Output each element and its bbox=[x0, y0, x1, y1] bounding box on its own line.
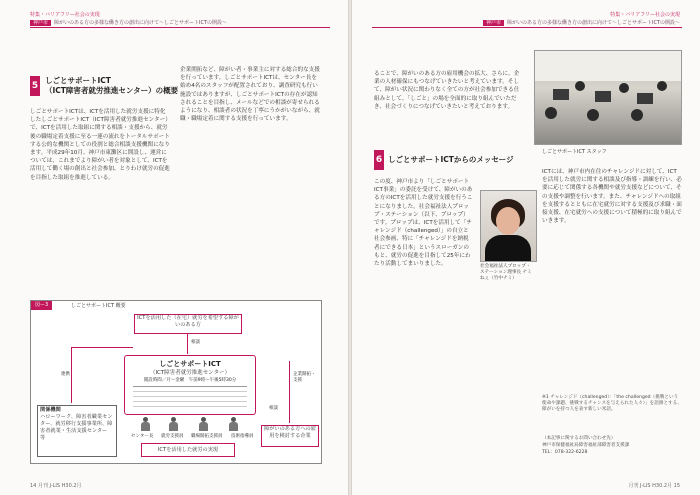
staff-person-icon bbox=[199, 417, 208, 431]
section-5-column-2: 企業開拓など、障がい者・事業主に対する総合的な支援を行っています。しごとサポートICTは、センター長を始め4名のスタッフが配置されており、調査研究も行い施設ではありますが、しごとサポートICTの存在が認知されることを目指し、メールなどでの相談が寄せられるようになり、相談者の状況を丁寧にうかがいながら、就職・職場定着に関する支援を行っています。 bbox=[180, 67, 320, 123]
figure-related-agencies-title: 関係機関 bbox=[40, 407, 61, 413]
figure-center-title: しごとサポートICT bbox=[159, 360, 221, 368]
figure-related-agencies-box bbox=[37, 405, 117, 457]
left-header-title-text: 障がいのある方の多様な働き方の創出に向けて〜しごとサポートICTの開設〜 bbox=[54, 20, 228, 26]
figure-overview bbox=[30, 300, 322, 464]
figure-center-line-3 bbox=[133, 401, 247, 402]
section-6-number: 6 bbox=[374, 150, 384, 170]
left-header-title bbox=[30, 19, 227, 26]
staff-label-1: センター長 bbox=[131, 434, 154, 439]
right-top-paragraph: ることで、障がいのある方の雇用機会の拡大、さらに、企業の人材確保にもつなげていきたいと考えています。そして、障がい状況に関わりなく全ての方が社会参加できる仕組みとして、「しごと」の場を全面的に取り組んでいただき、社会づくりにつなげていきたいと考えております。 bbox=[374, 71, 520, 110]
portrait-caption: 社会福祉法人プロップ・ステーション理事長 ナミねぇ（竹中ナミ） bbox=[480, 264, 532, 281]
right-column-paragraph: ICTには、神戸市内在住のチャレンジドに対して、ICTを活用した就労に関する相談及び指導・訓練を行い、必要に応じて関係する各機関や就労支援などについて、その支援や調整を行います。また、チャレンジドへの取組を支援するとともに在宅就労に対する支援及び求職・面接支援、在宅就労への支援について積極的に取り組んでいきます。 bbox=[542, 169, 682, 225]
left-header-tag: 神戸市 bbox=[30, 20, 51, 26]
figure-center-line-4 bbox=[133, 406, 247, 407]
figure-center-line-1 bbox=[133, 391, 247, 392]
staff-label-3: 職場開拓支援員 bbox=[191, 434, 223, 439]
section-5-column-1: しごとサポートICTは、ICTを活用した就労支援に特化したしごとサポートICT（ICT障害者就労推進センター）で、ICTを活用した取組に関する相談・支援から、就労後の職場定着支援に至る一連の流れをトータルサポートする公的な機関としての役割と総合相談支援機関になります。平成29年10月、神戸市東灘区に開設し、運営については、これまでより障がい者を対象として、ICTを活用して働く場の創出と社会参加、とりわけ就労の促進を目指した取組を推進している。 bbox=[30, 109, 170, 181]
figure-arrow-left-h bbox=[71, 347, 133, 348]
contact-organization: 神戸市保健福祉局障害福祉部障害者支援課 bbox=[542, 443, 630, 448]
right-header-rule bbox=[372, 27, 682, 28]
staff-photo-caption: しごとサポートICT スタッフ bbox=[542, 149, 607, 155]
figure-arrow-left-label: 連携 bbox=[61, 372, 70, 377]
staff-label-2: 就労支援員 bbox=[161, 434, 184, 439]
right-page bbox=[352, 0, 700, 495]
figure-caption: しごとサポートICT 概要 bbox=[71, 303, 126, 309]
section-5-title-line1: しごとサポートICT bbox=[45, 76, 111, 85]
contact-phone: TEL：078-322-6228 bbox=[542, 450, 588, 455]
right-header-tag: 神戸市 bbox=[483, 20, 504, 26]
left-page-footer: 14 月刊 J-LIS H30.2月 bbox=[30, 483, 82, 489]
right-page-footer: 月刊 J-LIS H30.2月 15 bbox=[628, 483, 680, 489]
portrait-photo bbox=[480, 190, 537, 262]
figure-related-agencies-text: ハローワーク、障害者職業センター、就労移行支援事業所、障害者就業・生活支援センター 等 bbox=[40, 414, 113, 441]
staff-person-icon bbox=[169, 417, 178, 431]
figure-arrow-down bbox=[187, 333, 188, 354]
left-header-series: 特集・バリアフリー社会の実現 bbox=[30, 12, 100, 18]
contact-title: （本記事に関するお問い合わせ先） bbox=[542, 436, 616, 441]
figure-arrow-left bbox=[71, 347, 72, 403]
footnote-challenged: ※1 チャレンジド（challenged）：「the challenged（挑戦という使命や課題、挑戦するチャンスを与えられた人々）」を語源とする、障がいを持つ人を表す新しい米語。 bbox=[542, 395, 682, 412]
figure-center-divider bbox=[133, 386, 247, 387]
section-5-title-line2: （ICT障害者就労推進センター）の概要 bbox=[45, 86, 179, 95]
figure-center-box bbox=[124, 355, 256, 415]
figure-company-box: 障がいのある方への雇用を検討する企業 bbox=[261, 425, 319, 447]
figure-consult-label: 相談 bbox=[191, 340, 200, 345]
staff-photo bbox=[534, 50, 682, 145]
staff-person-icon bbox=[229, 417, 238, 431]
section-5-number: 5 bbox=[30, 76, 40, 96]
section-6-message: この度、神戸市より「しごとサポートICT事業」の委託を受けて、障がいのある方のICTを活用した就労支援を行うことになりました。社会福祉法人プロップ・ステーション（以下、プロップ）です。プロップは、ICTを活用して「チャレンジド（challenged）」の自立と社会参画、特に「チャレンジドを納税者にできる日本」というスローガンのもと、就労の促進を目指して25年にわたり活動してまいりました。 bbox=[374, 179, 473, 268]
section-6-title: しごとサポートICTからのメッセージ bbox=[388, 155, 514, 164]
figure-label: 図ー3 bbox=[31, 301, 52, 310]
figure-center-line-2 bbox=[133, 396, 247, 397]
staff-label-4: 技術指導員 bbox=[231, 434, 254, 439]
figure-arrow-right-label-1: 企業開拓・支援 bbox=[293, 372, 316, 383]
figure-arrow-right-label-2: 相談 bbox=[269, 406, 278, 411]
right-header-title-text: 障がいのある方の多様な働き方の創出に向けて〜しごとサポートICTの開設〜 bbox=[506, 20, 680, 26]
figure-arrow-right bbox=[289, 361, 290, 423]
figure-bottom-box: ICTを活用した就労の実現 bbox=[141, 443, 235, 457]
left-header-rule bbox=[30, 27, 330, 28]
right-header-series: 特集・バリアフリー社会の実現 bbox=[610, 12, 680, 18]
left-page bbox=[0, 0, 348, 495]
figure-top-box: ICTを活用した（在宅）就労を希望する障がいのある方 bbox=[134, 314, 242, 334]
figure-center-note: 開設時間／月〜金曜 午前9時〜午後5時30分 bbox=[143, 378, 237, 383]
figure-center-subtitle: （ICT障害者就労推進センター） bbox=[149, 370, 231, 376]
right-header-title bbox=[483, 19, 680, 26]
staff-person-icon bbox=[141, 417, 150, 431]
